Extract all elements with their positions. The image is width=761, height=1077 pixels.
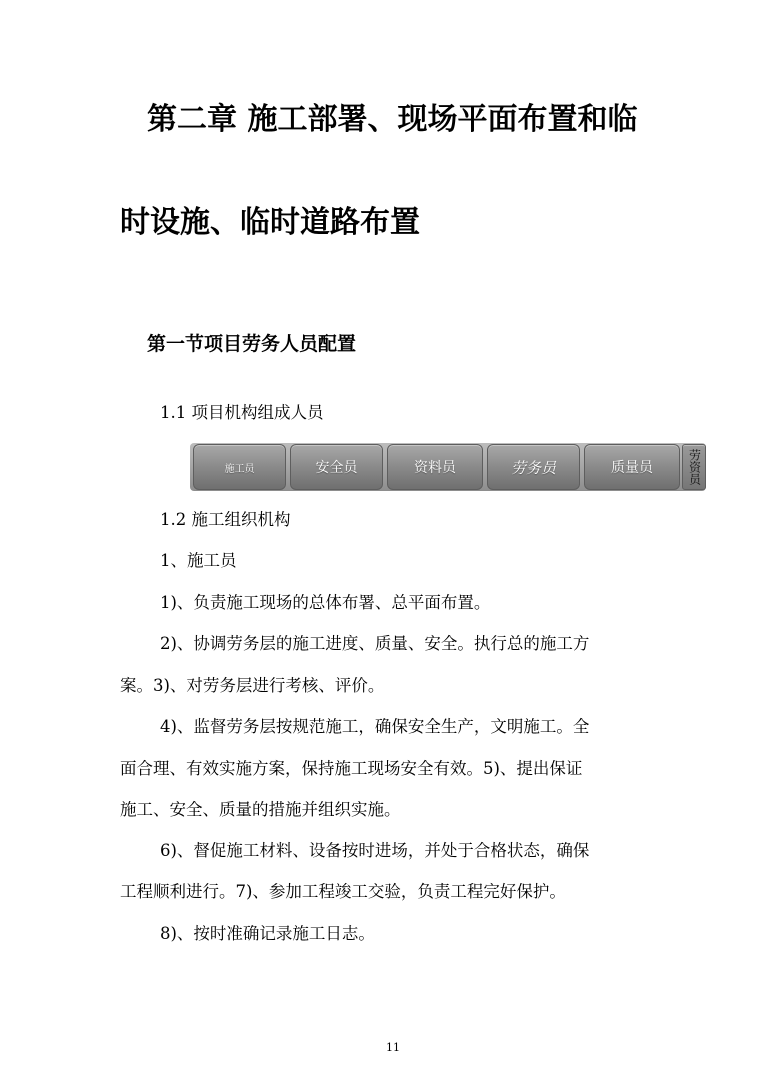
paragraph-line: 8)、按时准确记录施工日志。 [160,924,375,943]
paragraph-line: 2)、协调劳务层的施工进度、质量、安全。执行总的施工方 [160,634,590,653]
paragraph-line: 案。3)、对劳务层进行考核、评价。 [120,676,385,695]
org-box-documentation-officer: 资料员 [387,444,483,490]
section-title: 第一节项目劳务人员配置 [147,333,357,355]
chapter-title-line-2: 时设施、临时道路布置 [120,205,420,240]
paragraph-line: 1)、负责施工现场的总体布署、总平面布置。 [160,593,491,612]
item-1-heading: 1、施工员 [160,551,237,570]
chapter-title-line-1: 第二章 施工部署、现场平面布置和临 [147,102,638,137]
subsection-1-1-heading: 1.1 项目机构组成人员 [160,403,324,422]
org-box-quality-officer: 质量员 [584,444,680,490]
paragraph-line: 面合理、有效实施方案，保持施工现场安全有效。5)、提出保证 [120,759,583,778]
paragraph-line: 工程顺利进行。7)、参加工程竣工交验，负责工程完好保护。 [120,882,566,901]
org-box-safety-officer: 安全员 [290,444,383,490]
subsection-1-2-heading: 1.2 施工组织机构 [160,510,291,529]
org-box-construction-worker: 施工员 [193,444,286,490]
paragraph-line: 4)、监督劳务层按规范施工，确保安全生产，文明施工。全 [160,717,590,736]
page-number: 11 [386,1041,400,1054]
org-box-labor-officer: 劳务员 [487,444,580,490]
org-box-labor-wage-officer: 劳资员 [682,444,706,490]
paragraph-line: 施工、安全、质量的措施并组织实施。 [120,800,401,819]
paragraph-line: 6)、督促施工材料、设备按时进场，并处于合格状态，确保 [160,841,590,860]
